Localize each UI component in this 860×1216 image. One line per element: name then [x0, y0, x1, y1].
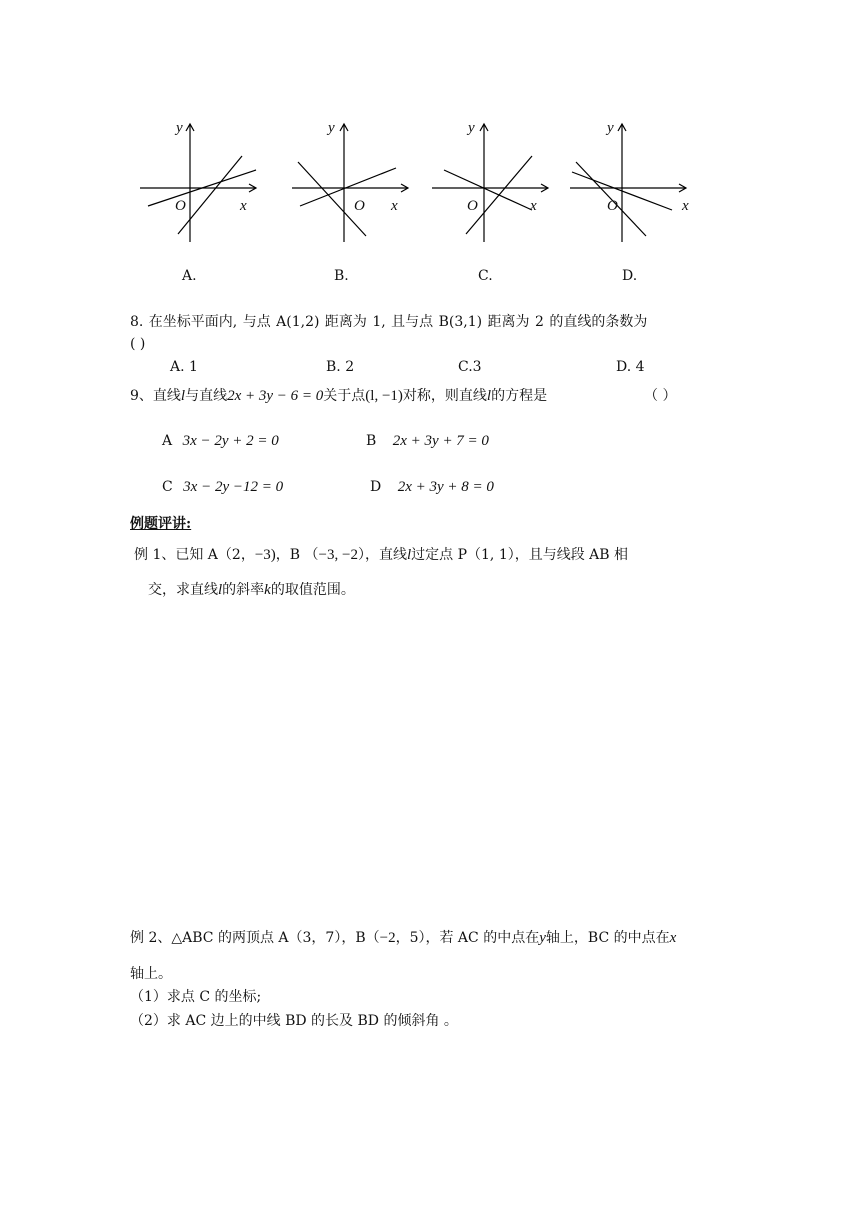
q9-stem-mid1: 与直线: [185, 388, 228, 404]
q9-option-a-label: A: [162, 433, 173, 449]
q9-stem-post: 的方程是: [491, 388, 548, 404]
graph-b-y-label: y: [328, 120, 335, 136]
q9-line-l-2: l: [486, 388, 492, 404]
graph-d: [570, 118, 700, 246]
ex2-y-axis: y: [539, 930, 546, 946]
q9-option-b-eq: 2x + 3y + 7 = 0: [392, 433, 489, 449]
q8-option-b: B. 2: [326, 359, 355, 375]
q9-answer-paren: （ ）: [644, 388, 677, 404]
ex1-line-l: l: [406, 547, 412, 563]
ex1-line-l-2: l: [218, 582, 223, 598]
example-2-sub-1: （1）求点 C 的坐标;: [130, 989, 262, 1005]
example-2-sub-2: （2）求 AC 边上的中线 BD 的长及 BD 的倾斜角 。: [130, 1013, 458, 1029]
graph-a-origin-label: O: [175, 198, 186, 214]
ex1-coord-a: −3): [254, 547, 276, 563]
graph-b: [292, 118, 422, 246]
ex1-coord-b: −3, −2: [318, 547, 358, 563]
section-title: 例题评讲:: [130, 516, 192, 532]
graph-b-caption: B.: [334, 268, 349, 284]
q8-option-d: D. 4: [616, 359, 645, 375]
q8-answer-paren: ( ): [130, 336, 146, 352]
graph-a: [140, 118, 270, 246]
q9-option-a: [162, 431, 279, 451]
q9-option-b-label: B: [366, 433, 377, 449]
q9-stem: [130, 386, 547, 406]
example-1-line-2: [148, 580, 355, 600]
ex1-text-c: ），直线: [357, 547, 407, 563]
graph-d-origin-label: O: [607, 198, 618, 214]
ex2-text-c: 轴上，BC 的中点在: [545, 930, 670, 946]
q9-point: (l, −1): [365, 388, 403, 404]
graph-b-x-label: x: [391, 198, 398, 214]
q9-option-c: [162, 477, 283, 497]
ex1-text-d: 过定点 P（1, 1），且与线段 AB 相: [411, 547, 629, 563]
graph-d-y-label: y: [607, 120, 614, 136]
q9-option-d: [370, 477, 494, 497]
graph-b-origin-label: O: [354, 198, 365, 214]
graph-d-caption: D.: [622, 268, 638, 284]
ex1-text-e: 交，求直线: [148, 582, 218, 598]
q9-option-d-eq: 2x + 3y + 8 = 0: [397, 479, 494, 495]
ex2-text-b: ，5），若 AC 的中点在: [395, 930, 540, 946]
q9-equation: 2x + 3y − 6 = 0: [227, 388, 324, 404]
q9-option-d-label: D: [370, 479, 382, 495]
graph-c-origin-label: O: [467, 198, 478, 214]
graph-c-caption: C.: [478, 268, 493, 284]
q9-stem-mid3: 对称，则直线: [402, 388, 487, 404]
graph-c: [432, 118, 562, 246]
q9-line-l: l: [180, 388, 186, 404]
example-2-line-1: [130, 928, 676, 948]
ex2-coord: −2: [379, 930, 396, 946]
graph-c-y-label: y: [468, 120, 475, 136]
ex1-slope-k: k: [264, 582, 271, 598]
ex2-text-a: 例 2、△ABC 的两顶点 A（3，7），B（: [130, 930, 380, 946]
q9-option-b: [366, 431, 489, 451]
q9-option-a-eq: 3x − 2y + 2 = 0: [182, 433, 279, 449]
ex2-x-axis: x: [669, 930, 677, 946]
ex1-text-g: 的取值范围。: [270, 582, 355, 598]
q9-stem-pre: 9、直线: [130, 388, 181, 404]
ex1-text-f: 的斜率: [222, 582, 265, 598]
ex1-text-b: ，B （: [275, 547, 319, 563]
example-1-line-1: [134, 545, 628, 565]
graph-c-x-label: x: [530, 198, 537, 214]
graph-a-caption: A.: [182, 268, 197, 284]
q8-stem: 8. 在坐标平面内, 与点 A(1,2) 距离为 1, 且与点 B(3,1) 距离为 2 的直线的条数为: [130, 314, 648, 330]
q9-option-c-label: C: [162, 479, 173, 495]
graph-d-x-label: x: [682, 198, 689, 214]
ex1-text-a: 例 1、已知 A（2，: [134, 547, 255, 563]
q9-stem-mid2: 关于点: [323, 388, 366, 404]
graph-a-x-label: x: [240, 198, 247, 214]
graph-a-y-label: y: [176, 120, 183, 136]
example-2-line-2: 轴上。: [130, 966, 172, 982]
q8-option-c: C.3: [458, 359, 482, 375]
q8-option-a: A. 1: [170, 359, 198, 375]
q9-option-c-eq: 3x − 2y −12 = 0: [183, 479, 284, 495]
